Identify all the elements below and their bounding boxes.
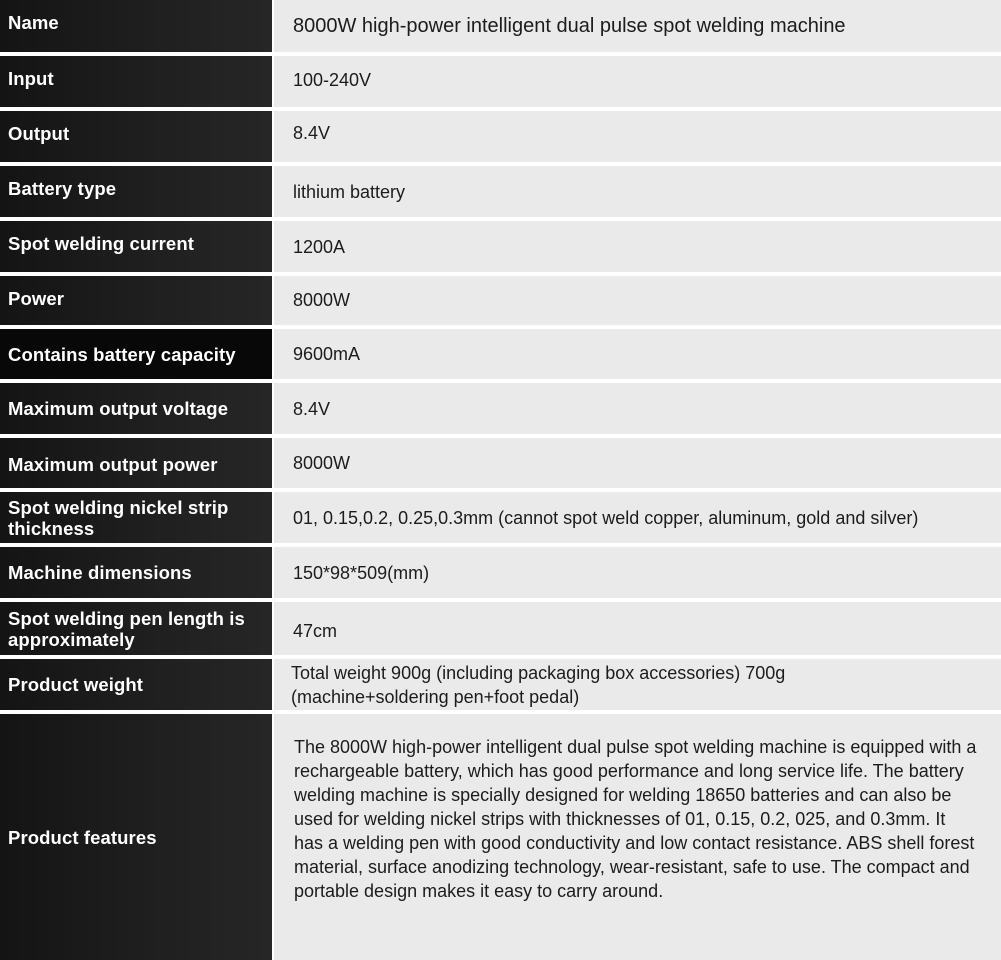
spec-value: 9600mA xyxy=(293,344,361,364)
spec-label: Maximum output power xyxy=(8,454,218,475)
spec-row-max-voltage xyxy=(0,383,1001,434)
spec-value-cell xyxy=(274,329,1001,379)
spec-value-cell xyxy=(274,659,1001,710)
spec-label: Name xyxy=(8,12,59,33)
spec-value: 8.4V xyxy=(293,398,331,419)
spec-value: 47cm xyxy=(293,620,338,641)
spec-label-cell xyxy=(0,492,272,543)
spec-row-battery-type xyxy=(0,166,1001,217)
spec-row-power xyxy=(0,276,1001,325)
spec-label: Product weight xyxy=(8,674,144,695)
spec-value: The 8000W high-power intelligent dual pulse spot welding machine is equipped with a rechargeable battery, which has good performance and long service life. The battery welding machine is specially designed for welding 18650 batteries and can also be used for welding nickel strips with thicknesses of 01, 0.15, 0.2, 025, and 0.3mm. It has a welding pen with good conductivity and low contact resistance. ABS shell forest material, surface anodizing technology, wear-resistant, safe to use. The compact and portable design makes it easy to carry around. xyxy=(294,737,977,901)
spec-value: 8000W high-power intelligent dual pulse spot welding machine xyxy=(293,15,846,37)
spec-label: Output xyxy=(8,123,70,144)
spec-value: 100-240V xyxy=(293,70,372,90)
spec-label-cell xyxy=(0,438,272,488)
spec-label: Spot welding current xyxy=(8,233,194,254)
spec-row-machine-dimensions xyxy=(0,547,1001,598)
spec-row-pen-length xyxy=(0,602,1001,655)
spec-value: 8.4V xyxy=(293,123,331,143)
spec-value-cell xyxy=(274,714,1001,960)
spec-label-cell xyxy=(0,714,272,960)
spec-value-cell xyxy=(274,492,1001,543)
spec-value-cell xyxy=(274,438,1001,488)
spec-row-name xyxy=(0,0,1001,52)
spec-label-cell xyxy=(0,221,272,272)
spec-label: Spot welding pen length is approximately xyxy=(8,607,245,650)
spec-value-cell xyxy=(274,221,1001,272)
spec-value-cell xyxy=(274,602,1001,655)
spec-value-cell xyxy=(274,276,1001,325)
spec-value: 1200A xyxy=(293,236,346,257)
spec-label: Spot welding nickel strip thickness xyxy=(8,496,229,539)
spec-label: Machine dimensions xyxy=(8,562,192,583)
spec-value: lithium battery xyxy=(293,181,406,202)
spec-value: 150*98*509(mm) xyxy=(293,562,430,583)
spec-value: 8000W xyxy=(293,290,351,310)
spec-label: Contains battery capacity xyxy=(8,343,236,365)
spec-row-product-features xyxy=(0,714,1001,960)
spec-value-cell xyxy=(274,383,1001,434)
spec-label-cell xyxy=(0,547,272,598)
spec-value-cell xyxy=(274,166,1001,217)
spec-label-cell xyxy=(0,111,272,162)
spec-value-cell xyxy=(274,56,1001,107)
spec-row-nickel-thickness xyxy=(0,492,1001,543)
spec-value-cell xyxy=(274,111,1001,162)
spec-label: Maximum output voltage xyxy=(8,398,229,419)
spec-value-cell xyxy=(274,547,1001,598)
spec-label-cell xyxy=(0,329,272,379)
spec-label-cell xyxy=(0,383,272,434)
spec-value-cell xyxy=(274,0,1001,52)
spec-row-product-weight xyxy=(0,659,1001,710)
spec-row-input xyxy=(0,56,1001,107)
spec-label-cell xyxy=(0,659,272,710)
spec-row-output xyxy=(0,111,1001,162)
spec-label: Product features xyxy=(8,826,157,848)
spec-label: Input xyxy=(8,68,54,89)
spec-row-max-power xyxy=(0,438,1001,488)
spec-label-cell xyxy=(0,56,272,107)
spec-row-welding-current xyxy=(0,221,1001,272)
spec-value: 01, 0.15,0.2, 0.25,0.3mm (cannot spot weld copper, aluminum, gold and silver) xyxy=(293,507,919,528)
spec-label: Battery type xyxy=(8,178,117,199)
spec-label: Power xyxy=(8,288,65,309)
spec-label-cell xyxy=(0,0,272,52)
spec-label-cell xyxy=(0,166,272,217)
spec-label-cell xyxy=(0,276,272,325)
spec-value: 8000W xyxy=(293,453,351,473)
spec-value: Total weight 900g (including packaging box accessories) 700g (machine+soldering pen+foot pedal) xyxy=(291,662,786,707)
spec-label-cell xyxy=(0,602,272,655)
spec-row-battery-capacity xyxy=(0,329,1001,379)
